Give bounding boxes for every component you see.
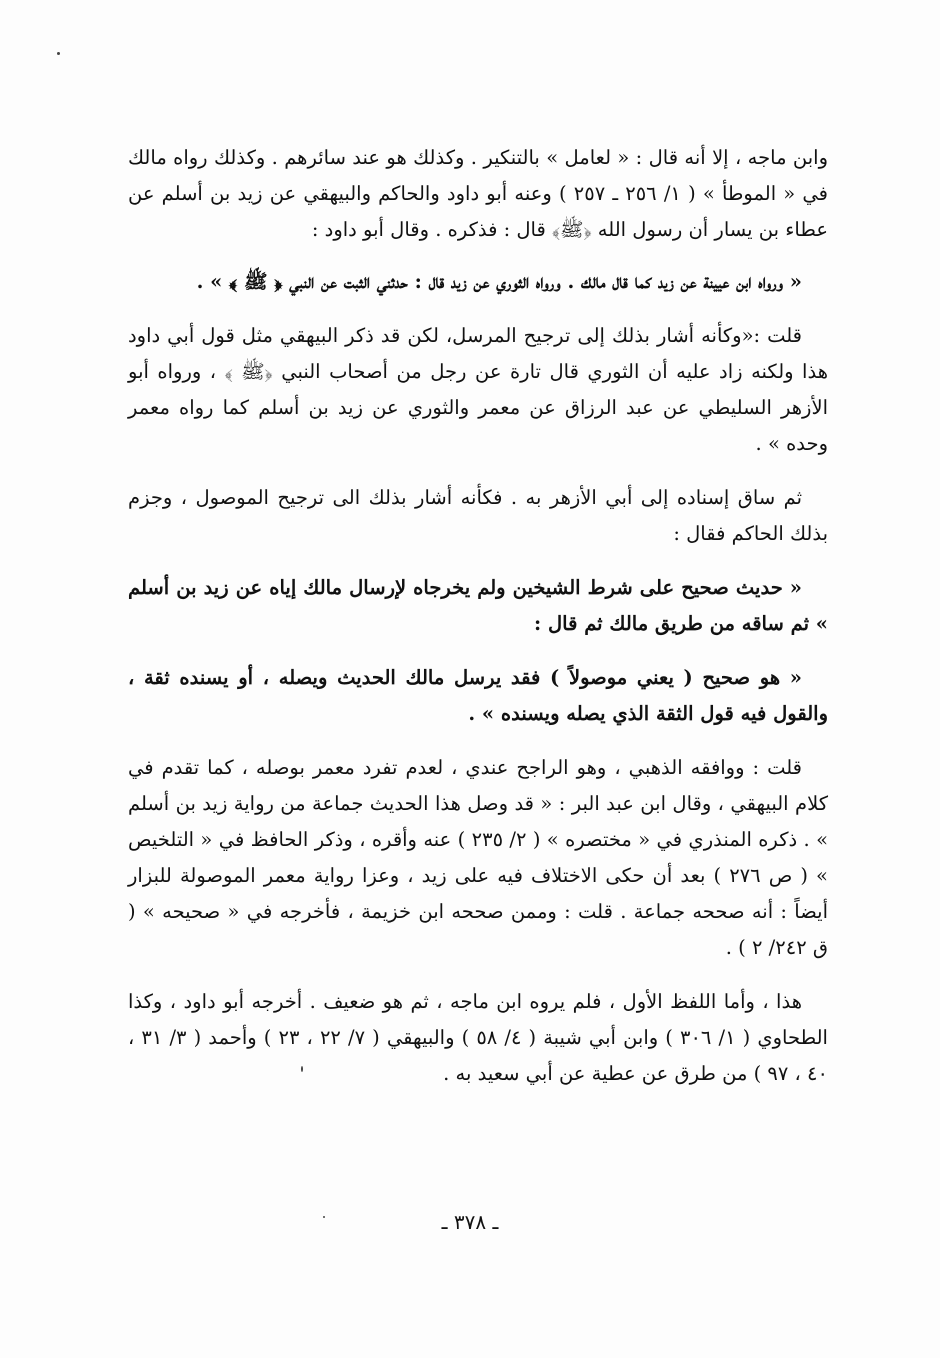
paragraph-7: قلت : ووافقه الذهبي ، وهو الراجح عندي ، لعدم تفرد معمر بوصله ، كما تقدم في كلام البيهقي ، وقال ابن عبد البر : « قد وصل هذا الحديث جماعة من رواية زيد بن أسلم » . ذكره المنذري في « مختصره » ( ٢/ ٢٣٥ ) عنه وأقره ، وذكر الحافظ في « التلخيص » ( ص ٢٧٦ ) بعد أن حكى الاختلاف فيه على زيد ، وعزا رواية معمر الموصولة للبزار أيضاً : أنه صححه جماعة . قلت : وممن صححه ابن خزيمة ، فأخرجه في « صحيحه » ( ق ٢٤٢/ ٢ ) . bbox=[128, 756, 828, 959]
paragraph-3: قلت :«وكأنه أشار بذلك إلى ترجيح المرسل، لكن قد ذكر البيهقي مثل قول أبي داود هذا ولكنه زاد عليه أن الثوري قال تارة عن رجل من أصحاب النبي ﴿ﷺ ﴾ ، ورواه أبو الأزهر السليطي عن عبد الرزاق عن معمر والثوري عن زيد بن أسلم كما رواه معمر وحده » . bbox=[128, 324, 828, 455]
scan-speck bbox=[323, 1216, 325, 1218]
page-number: ـ ٣٧٨ ـ bbox=[441, 1210, 499, 1234]
paragraph-8: هذا ، وأما اللفظ الأول ، فلم يروه ابن ماجه ، ثم هو ضعيف . أخرجه أبو داود ، وكذا الطحاوي ( ١/ ٣٠٦ ) وابن أبي شيبة ( ٤/ ٥٨ ) والبيهقي ( ٧/ ٢٢ ، ٢٣ ) وأحمد ( ٣/ ٣١ ، ٤٠ ، ٩٧ ) من طرق عن عطية عن أبي سعيد به . bbox=[128, 990, 828, 1085]
paragraph-4: ثم ساق إسناده إلى أبي الأزهر به . فكأنه أشار بذلك الى ترجيح الموصول ، وجزم بذلك الحاكم فقال : bbox=[128, 486, 828, 545]
scan-speck bbox=[57, 52, 60, 55]
paragraph-1: وابن ماجه ، إلا أنه قال : « لعامل » بالتنكير . وكذلك هو عند سائرهم . وكذلك رواه مالك في « الموطأ » ( ١/ ٢٥٦ ـ ٢٥٧ ) وعنه أبو داود والحاكم والبيهقي عن زيد بن أسلم عن عطاء بن يسار أن رسول الله ﴿ﷺ﴾ قال : فذكره . وقال أبو داود : bbox=[128, 146, 828, 241]
page-body bbox=[128, 140, 828, 1110]
scan-speck bbox=[301, 1066, 303, 1072]
paragraph-6-quote: « هو صحيح ( يعني موصولاً ) فقد يرسل مالك الحديث ويصله ، أو يسنده ثقة ، والقول فيه قول الثقة الذي يصله ويسنده » . bbox=[128, 666, 828, 725]
paragraph-5-quote-hakim: « حديث صحيح على شرط الشيخين ولم يخرجاه لإرسال مالك إياه عن زيد بن أسلم » ثم ساقه من طريق مالك ثم قال : bbox=[128, 576, 828, 635]
paragraph-2-quote-abu-dawud: « ورواه ابن عيينة عن زيد كما قال مالك . ورواه الثوري عن زيد قال : حدثني الثبت عن النبي ﴿ ﷺ ﴾ » . bbox=[196, 270, 802, 293]
